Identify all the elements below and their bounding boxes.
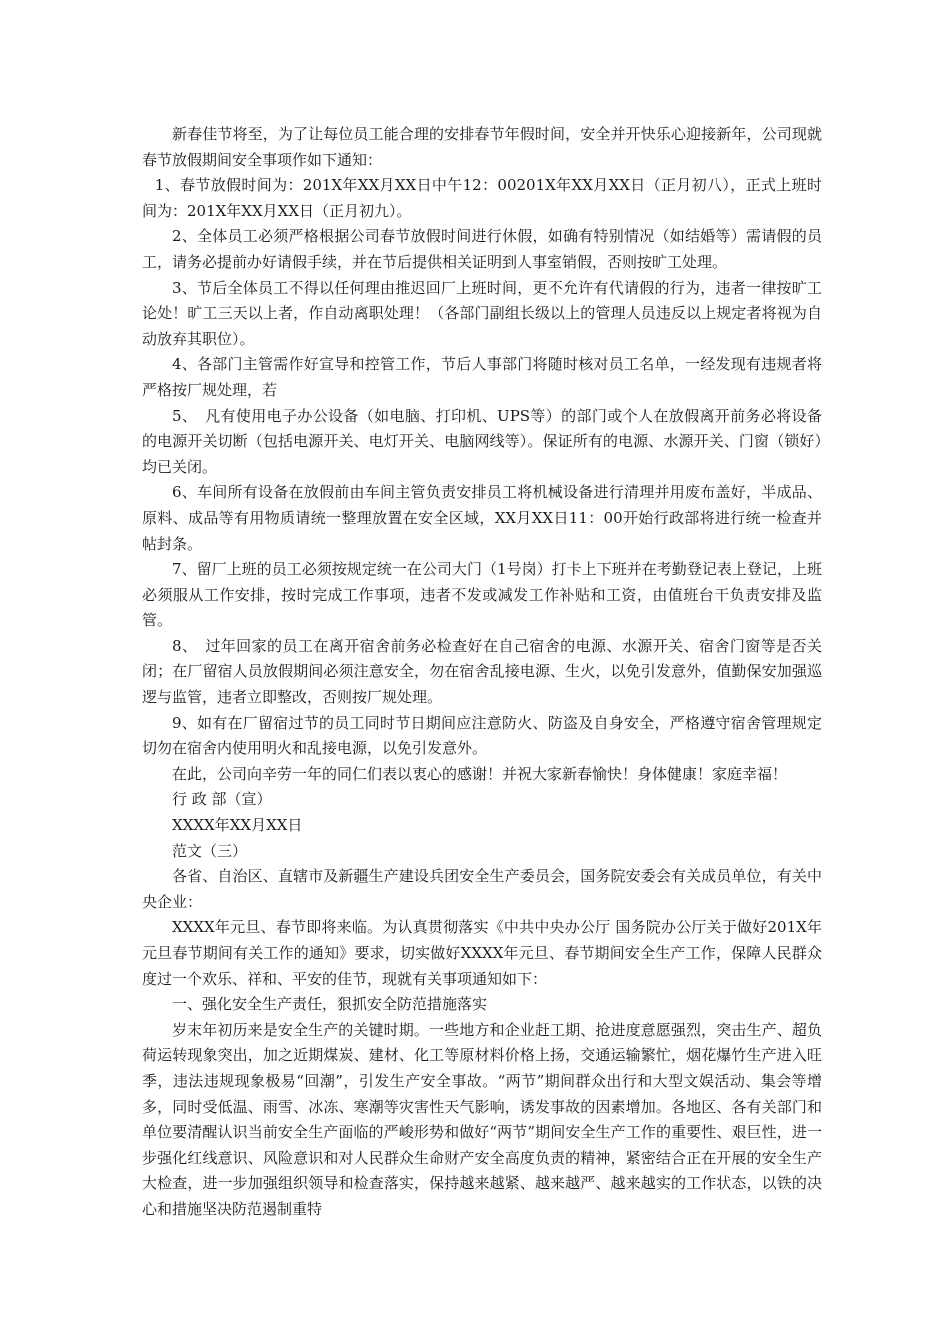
intro-paragraph: 新春佳节将至，为了让每位员工能合理的安排春节年假时间，安全并开快乐心迎接新年，公司现就春节放假期间安全事项作如下通知：: [142, 125, 822, 169]
item-4-paragraph: 4、各部门主管需作好宣导和控管工作，节后人事部门将随时核对员工名单，一经发现有违规者将严格按厂规处理，若: [142, 355, 822, 399]
addressee-paragraph: 各省、自治区、直辖市及新疆生产建设兵团安全生产委员会，国务院安委会有关成员单位，有关中央企业：: [142, 867, 822, 911]
item-1-paragraph: 1、春节放假时间为：201X年XX月XX日中午12：00201X年XX月XX日（正月初八），正式上班时间为：201X年XX月XX日（正月初九）。: [142, 176, 822, 220]
section-1-heading: 一、强化安全生产责任，狠抓安全防范措施落实: [172, 995, 488, 1014]
item-2-paragraph: 2、全体员工必须严格根据公司春节放假时间进行休假，如确有特别情况（如结婚等）需请假的员工，请务必提前办好请假手续，并在节后提供相关证明到人事室销假，否则按旷工处理。: [142, 227, 822, 271]
item-5-paragraph: 5、 凡有使用电子办公设备（如电脑、打印机、UPS等）的部门或个人在放假离开前务必将设备的电源开关切断（包括电源开关、电灯开关、电脑网线等）。保证所有的电源、水源开关、门窗（锁好）均已关闭。: [142, 406, 822, 476]
sample-heading: 范文（三）: [172, 841, 248, 860]
item-6-paragraph: 6、车间所有设备在放假前由车间主管负责安排员工将机械设备进行清理并用废布盖好，半成品、原料、成品等有用物质请统一整理放置在安全区域，XX月XX日11：00开始行政部将进行统一检查并帖封条。: [142, 483, 822, 553]
thanks-paragraph: 在此，公司向辛劳一年的同仁们表以衷心的感谢！并祝大家新春愉快！身体健康！家庭幸福！: [172, 764, 788, 783]
signature-date: XXXX年XX月XX日: [172, 816, 303, 835]
signature-department: 行 政 部（宣）: [172, 790, 272, 809]
item-7-paragraph: 7、留厂上班的员工必须按规定统一在公司大门（1号岗）打卡上下班并在考勤登记表上登记，上班必须服从工作安排，按时完成工作事项，违者不发或减发工作补贴和工资，由值班台干负责安排及监管。: [142, 560, 822, 630]
document-body: [142, 122, 822, 1223]
item-8-paragraph: 8、 过年回家的员工在离开宿舍前务必检查好在自己宿舍的电源、水源开关、宿舍门窗等是否关闭；在厂留宿人员放假期间必须注意安全，勿在宿舍乱接电源、生火，以免引发意外，值勤保安加强巡逻与监管，违者立即整改，否则按厂规处理。: [142, 636, 822, 707]
section-1-body: 岁末年初历来是安全生产的关键时期。一些地方和企业赶工期、抢进度意愿强烈，突击生产、超负荷运转现象突出，加之近期煤炭、建材、化工等原材料价格上扬，交通运输繁忙，烟花爆竹生产进入旺季，违法违规现象极易“回潮”，引发生产安全事故。“两节”期间群众出行和大型文娱活动、集会等增多，同时受低温、雨雪、冰冻、寒潮等灾害性天气影响，诱发事故的因素增加。各地区、各有关部门和单位要清醒认识当前安全生产面临的严峻形势和做好“两节”期间安全生产工作的重要性、艰巨性，进一步强化红线意识、风险意识和对人民群众生命财产安全高度负责的精神，紧密结合正在开展的安全生产大检查，进一步加强组织领导和检查落实，保持越来越紧、越来越严、越来越实的工作状态，以铁的决心和措施坚决防范遏制重特: [142, 1020, 822, 1218]
notice-intro-paragraph: XXXX年元旦、春节即将来临。为认真贯彻落实《中共中央办公厅 国务院办公厅关于做好201X年元旦春节期间有关工作的通知》要求，切实做好XXXX年元旦、春节期间安全生产工作，保障人民群众度过一个欢乐、祥和、平安的佳节，现就有关事项通知如下：: [142, 918, 822, 988]
item-3-paragraph: 3、节后全体员工不得以任何理由推迟回厂上班时间，更不允许有代请假的行为，违者一律按旷工论处！旷工三天以上者，作自动离职处理！（各部门副组长级以上的管理人员违反以上规定者将视为自动放弃其职位）。: [142, 278, 822, 348]
item-9-paragraph: 9、如有在厂留宿过节的员工同时节日期间应注意防火、防盗及自身安全，严格遵守宿舍管理规定切勿在宿舍内使用明火和乱接电源，以免引发意外。: [142, 713, 822, 758]
